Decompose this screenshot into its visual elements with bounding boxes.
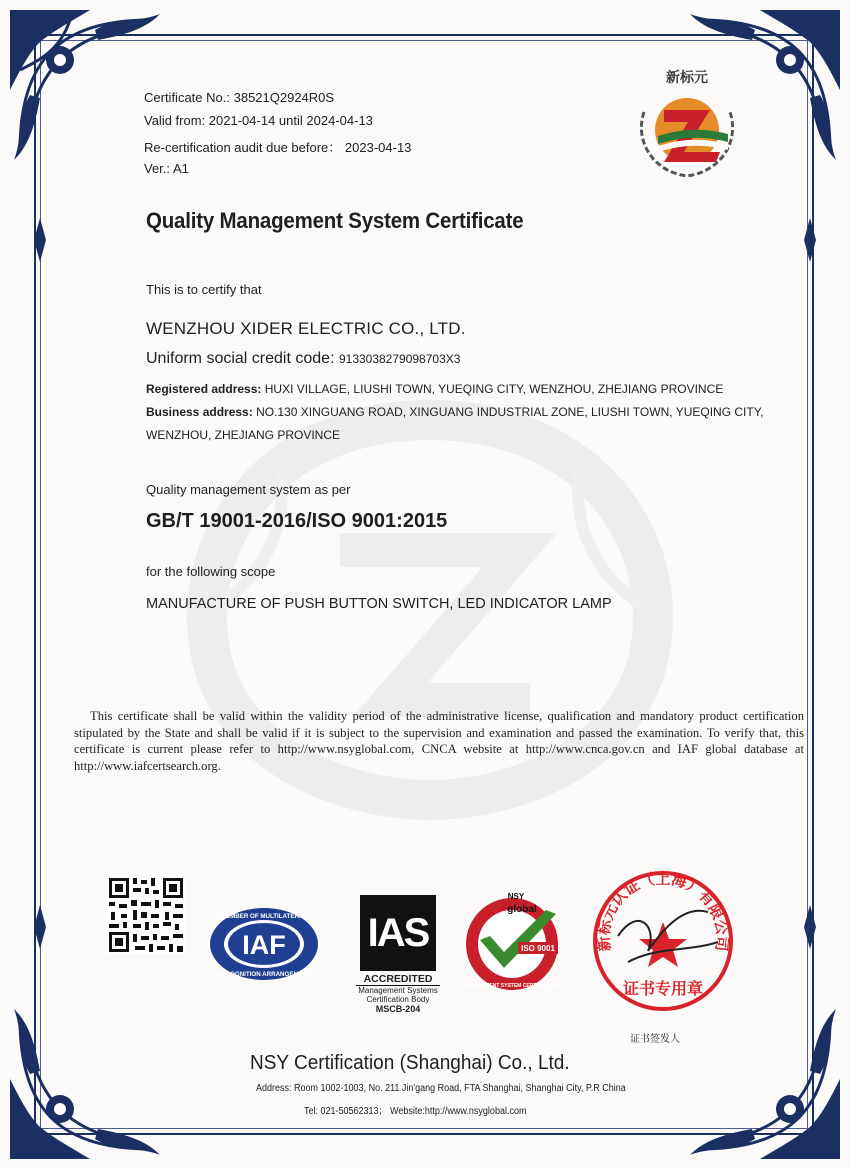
credit-code-line [146, 350, 460, 368]
valid-from-date: 2021-04-14 [208, 113, 276, 128]
issuer-name: NSY Certification (Shanghai) Co., Ltd. [250, 1052, 570, 1074]
business-address-line [146, 405, 764, 419]
signer-label: 证书签发人 [630, 1034, 680, 1045]
standard-name: GB/T 19001-2016/ISO 9001:2015 [146, 510, 448, 532]
business-address-value-2: WENZHOU, ZHEJIANG PROVINCE [146, 428, 341, 442]
ias-accredited: ACCREDITED [356, 973, 440, 986]
nsy-iso-text: ISO 9001 [521, 944, 555, 953]
scope-text: MANUFACTURE OF PUSH BUTTON SWITCH, LED INDICATOR LAMP [146, 596, 612, 612]
certificate-title: Quality Management System Certificate [146, 208, 524, 233]
ias-line1: Management Systems [358, 986, 438, 995]
issuer-contact: Tel: 021-50562313； Website:http://www.nsyglobal.com [304, 1106, 527, 1117]
validity-line [144, 113, 373, 128]
company-seal [588, 866, 738, 1016]
certificate-number: 38521Q2924R0S [233, 90, 335, 105]
qr-code[interactable] [107, 876, 185, 954]
registered-address-value: HUXI VILLAGE, LIUSHI TOWN, YUEQING CITY, WENZHOU, ZHEJIANG PROVINCE [264, 382, 724, 396]
recert-line [144, 137, 411, 156]
seal-bottom-text: 证书专用章 [622, 979, 704, 998]
iaf-ring-top-text: MEMBER OF MULTILATERAL [220, 913, 308, 920]
valid-until-label: until [278, 113, 303, 128]
certificate-number-label: Certificate No.: [144, 90, 230, 105]
version-value: A1 [172, 161, 189, 176]
business-address-value-1: NO.130 XINGUANG ROAD, XINGUANG INDUSTRIAL ZONE, LIUSHI TOWN, YUEQING CITY, [256, 405, 764, 419]
iaf-text: IAF [242, 930, 286, 960]
certificate-number-line [144, 90, 334, 105]
company-name: WENZHOU XIDER ELECTRIC CO., LTD. [146, 319, 466, 338]
brand-logo-text: 新标元 [666, 70, 708, 86]
nsy-brand-logo [624, 62, 750, 182]
standard-intro: Quality management system as per [146, 482, 351, 497]
legal-statement: This certificate shall be valid within the validity period of the administrative license, qualification and mandatory product certification stipulated by the State and shall be valid if it is subject to the supervision and examination and passed the examination. To verify that, this certificate is current please refer to http://www.nsyglobal.com, CNCA website at http://www.cnca.gov.cn and IAF global database at http://www.iafcertsearch.org. [74, 709, 804, 773]
credit-code-label: Uniform social credit code: [146, 350, 335, 367]
nsy-top-text: NSY [507, 892, 525, 901]
side-ornament-left-top [30, 218, 50, 262]
side-ornament-right-bottom [800, 905, 820, 949]
seal-text: 新标元认证（上海）有限公司 [594, 869, 732, 953]
ias-code: MSCB-204 [375, 1004, 421, 1014]
ias-logo [356, 895, 440, 1023]
version-line [144, 161, 189, 176]
issuer-address: Address: Room 1002-1003, No. 211 Jin'gang Road, FTA Shanghai, Shanghai City, P.R China [256, 1083, 626, 1094]
corner-ornament-bottom-left [0, 979, 190, 1169]
recert-date: 2023-04-13 [344, 140, 412, 155]
certify-intro: This is to certify that [146, 282, 262, 297]
side-ornament-right-top [800, 218, 820, 262]
scope-intro: for the following scope [146, 564, 276, 579]
valid-from-label: Valid from: [144, 113, 206, 128]
side-ornament-left-bottom [30, 905, 50, 949]
version-label: Ver.: [144, 161, 171, 176]
registered-address-line [146, 382, 723, 396]
business-address-label: Business address: [146, 405, 253, 419]
recert-label: Re-certification audit due before： [144, 140, 342, 155]
credit-code-value: 9133038279098703X3 [338, 352, 461, 366]
valid-until-date: 2024-04-13 [306, 113, 373, 128]
ias-line2: Certification Body [366, 995, 430, 1004]
iaf-ring-bottom-text: RECOGNITION ARRANGEMENT [217, 971, 311, 978]
ias-mark: IAS [360, 895, 436, 971]
nsy-ring-text: MANAGEMENT SYSTEM CERTIFICATION [463, 983, 561, 989]
iaf-logo [208, 906, 320, 982]
registered-address-label: Registered address: [146, 382, 262, 396]
nsy-global-text: global [507, 904, 537, 915]
nsy-iso9001-logo [460, 890, 570, 994]
